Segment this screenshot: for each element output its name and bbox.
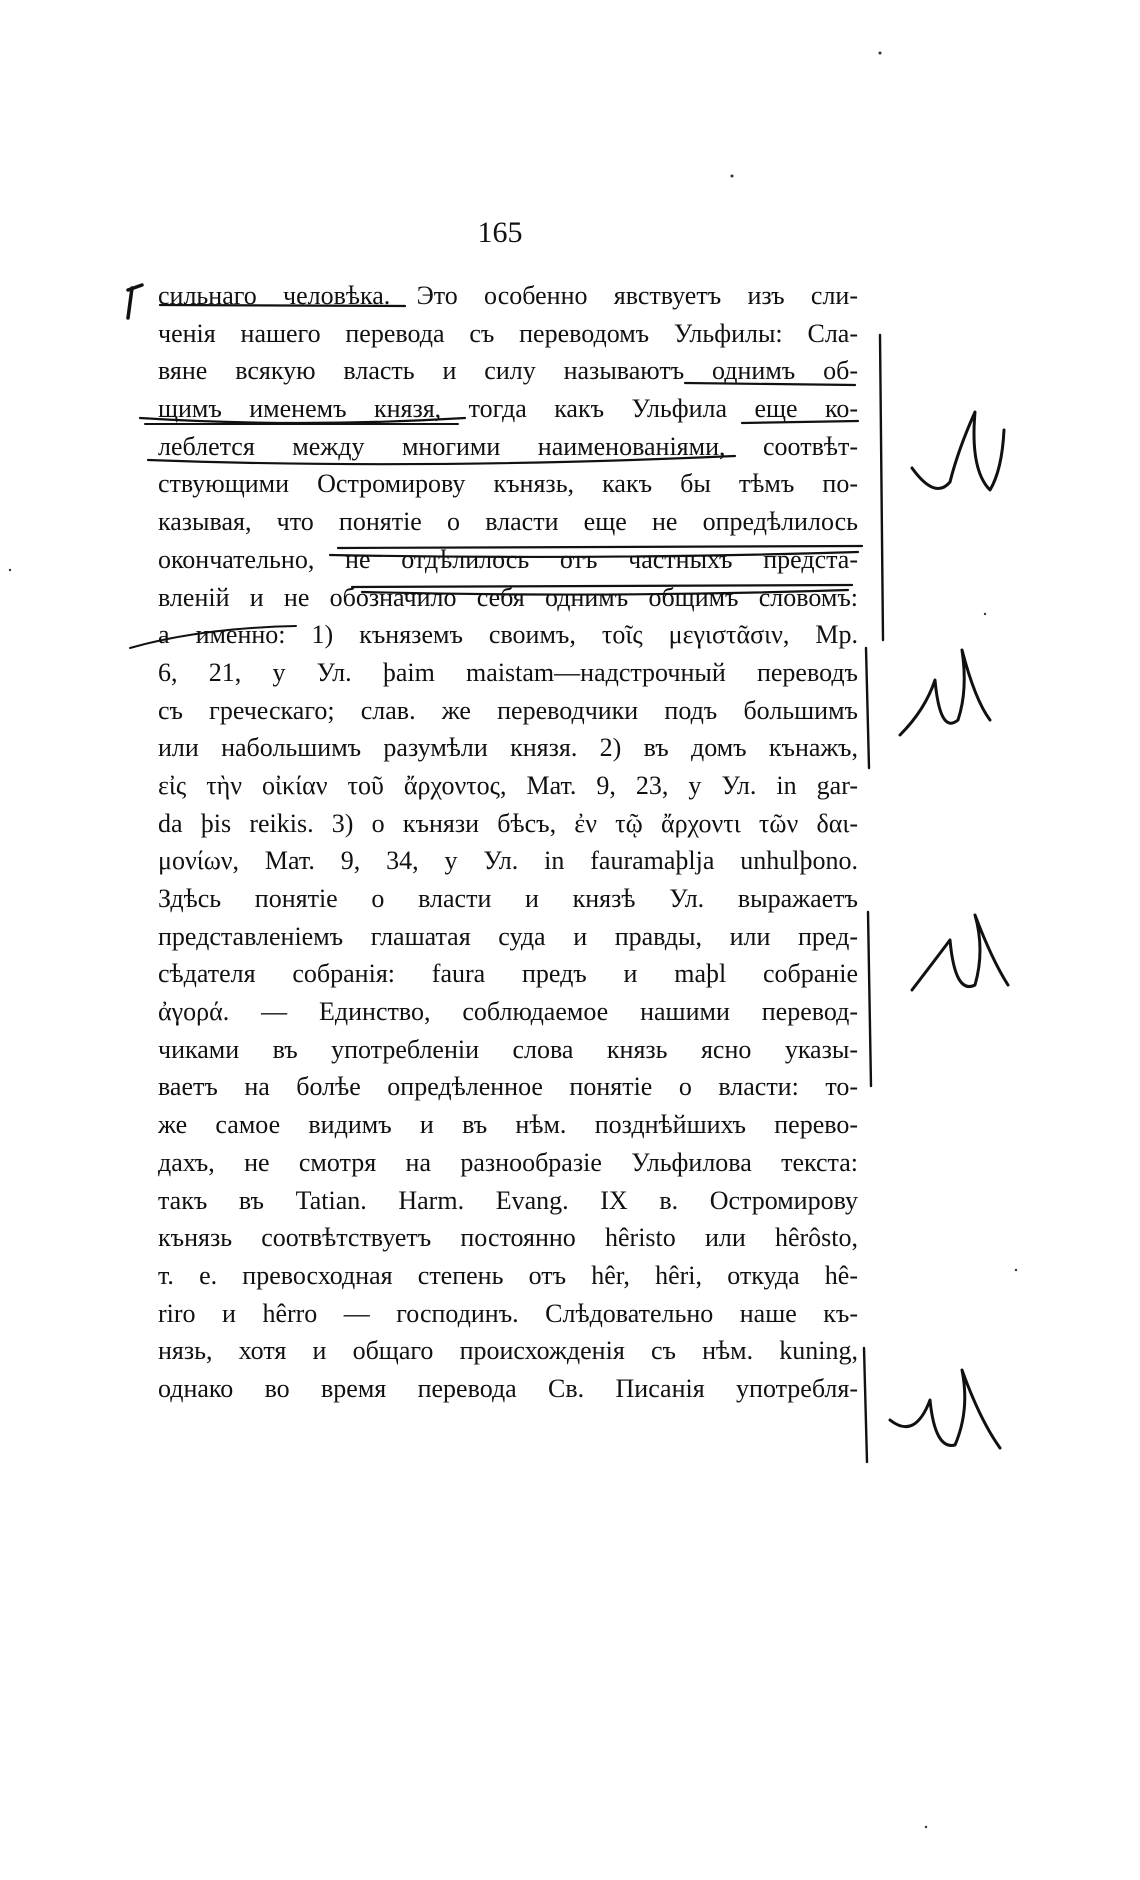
- text-line-13: или набольшимъ разумѣли князя. 2) въ домъ кънажъ,: [158, 733, 858, 763]
- text-line-3: вяне всякую власть и силу называютъ однимъ об-: [158, 356, 858, 386]
- ink-speck: [1015, 1269, 1017, 1271]
- text-line-23: же самое видимъ и въ нѣм. позднѣйшихъ перево-: [158, 1110, 858, 1140]
- text-line-10: а именно: 1) къняземъ своимъ, τοῖς μεγιστᾶσιν, Мр.: [158, 620, 858, 650]
- underline: [140, 418, 465, 423]
- underline: [148, 456, 735, 464]
- text-line-29: нязь, хотя и общаго происхожденія съ нѣм. kuning,: [158, 1336, 858, 1366]
- margin-mark: [912, 412, 1004, 490]
- text-line-11: 6, 21, у Ул. þaim maistam—надстрочный переводъ: [158, 657, 858, 687]
- ink-speck: [731, 175, 734, 178]
- underline: [130, 626, 296, 648]
- text-line-20: ἀγορά. — Единство, соблюдаемое нашими перевод-: [158, 997, 858, 1027]
- text-line-16: μονίων, Мат. 9, 34, у Ул. in fauramaþlja unhulþono.: [158, 846, 858, 876]
- text-line-27: т. е. превосходная степень отъ hêr, hêri, откуда hê-: [158, 1260, 858, 1290]
- text-line-8: окончательно, не отдѣлилось отъ частныхъ предста-: [158, 544, 858, 574]
- margin-mark: [912, 915, 1008, 990]
- ink-speck: [984, 613, 986, 615]
- text-line-5: леблется между многими наименованіями, соотвѣт-: [158, 431, 858, 461]
- text-line-12: съ греческаго; слав. же переводчики подъ большимъ: [158, 695, 858, 725]
- text-line-22: ваетъ на болѣе опредѣленное понятіе о власти: то-: [158, 1072, 858, 1102]
- text-line-24: дахъ, не смотря на разнообразіе Ульфилова текста:: [158, 1147, 858, 1177]
- ink-speck: [9, 569, 11, 571]
- margin-line: [868, 912, 871, 1086]
- underline: [685, 383, 855, 385]
- margin-line: [864, 1348, 867, 1462]
- underline: [160, 305, 405, 306]
- text-line-17: Здѣсь понятіе о власти и князѣ Ул. выражаетъ: [158, 884, 858, 913]
- text-line-14: εἰς τὴν οἰκίαν τοῦ ἄρχοντος, Мат. 9, 23, у Ул. in gar-: [158, 770, 858, 800]
- text-line-4: щимъ именемъ князя, тогда какъ Ульфила еще ко-: [158, 394, 858, 424]
- text-line-2: ченія нашего перевода съ переводомъ Ульфилы: Сла-: [158, 318, 858, 348]
- ink-speck: [879, 52, 882, 55]
- text-line-7: казывая, что понятіе о власти еще не опредѣлилось: [158, 507, 858, 537]
- text-line-28: riro и hêrro — господинъ. Слѣдовательно наше къ-: [158, 1298, 858, 1328]
- text-line-26: кънязь соотвѣтствуетъ постоянно hêristo или hêrôsto,: [158, 1223, 858, 1253]
- page-number: 165: [477, 216, 523, 249]
- text-line-1: сильнаго человѣка. Это особенно явствуетъ изъ сли-: [158, 281, 858, 310]
- text-line-9: вленій и не обозначило себя однимъ общимъ словомъ:: [158, 582, 858, 612]
- margin-line: [880, 335, 883, 640]
- text-line-19: сѣдателя собранія: faura предъ и maþl собраніе: [158, 959, 858, 989]
- text-line-18: представленіемъ глашатая суда и правды, или пред-: [158, 921, 858, 951]
- underline: [338, 546, 862, 548]
- ink-speck: [925, 1826, 927, 1828]
- text-line-6: ствующими Остромирову кънязь, какъ бы тѣмъ по-: [158, 469, 858, 499]
- text-line-25: такъ въ Tatian. Harm. Evang. IX в. Остромирову: [158, 1185, 858, 1215]
- text-line-30: однако во время перевода Св. Писанія употребля-: [158, 1373, 858, 1403]
- underline: [352, 585, 852, 587]
- bracket-mark: [128, 285, 142, 318]
- text-line-21: чиками въ употребленіи слова князь ясно указы-: [158, 1034, 858, 1064]
- margin-mark: [900, 650, 990, 735]
- text-line-15: da þis reikis. 3) о кънязи бѣсъ, ἐν τῷ ἄρχοντι τῶν δαι-: [158, 808, 858, 838]
- underline: [330, 552, 858, 557]
- underline: [742, 421, 858, 423]
- margin-line: [866, 648, 869, 768]
- margin-mark: [890, 1370, 1000, 1448]
- underline: [362, 590, 848, 595]
